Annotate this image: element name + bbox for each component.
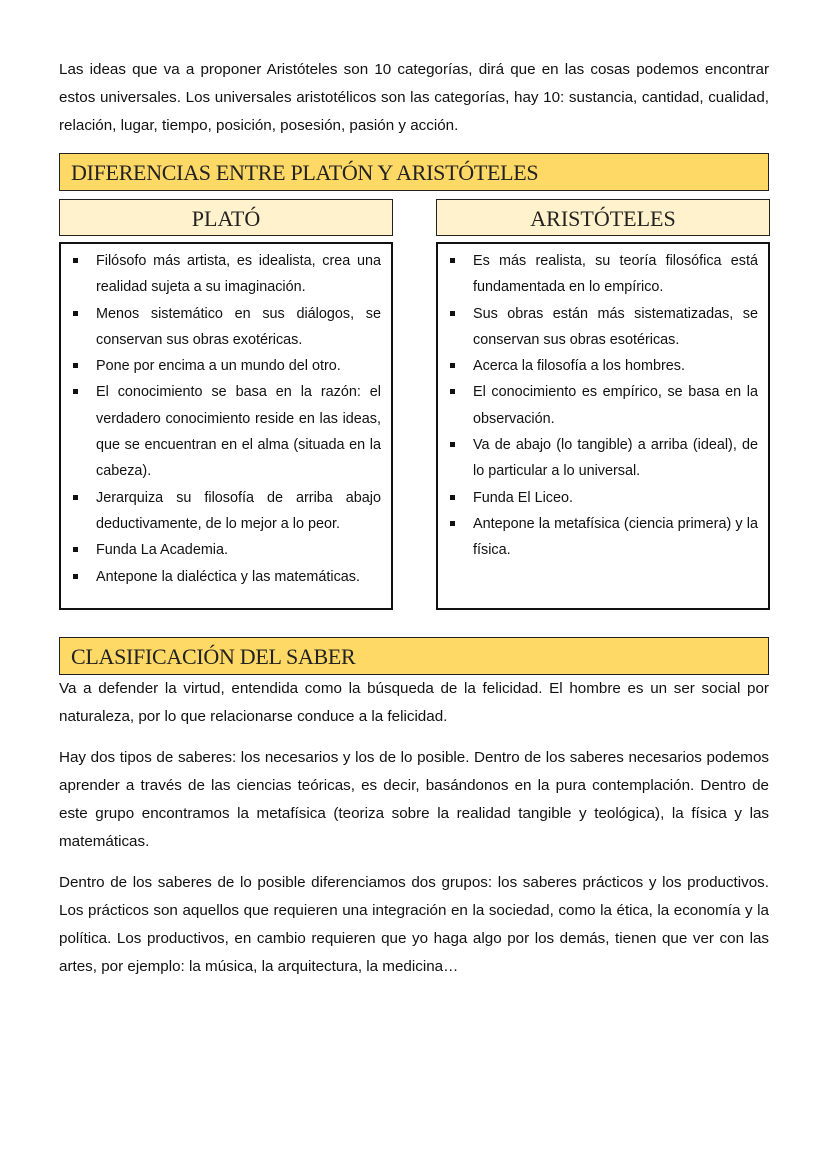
list-item: Acerca la filosofía a los hombres. [446, 353, 758, 379]
list-item: Funda El Liceo. [446, 485, 758, 511]
list-item: El conocimiento es empírico, se basa en la observación. [446, 379, 758, 432]
plato-column-header: PLATÓ [59, 199, 393, 236]
list-item: Va de abajo (lo tangible) a arriba (ideal), de lo particular a lo universal. [446, 432, 758, 485]
aristoteles-list-box [436, 242, 770, 610]
aristoteles-column-header: ARISTÓTELES [436, 199, 770, 236]
aristoteles-column [436, 199, 770, 610]
body-paragraph: Va a defender la virtud, entendida como la búsqueda de la felicidad. El hombre es un ser social por naturaleza, por lo que relacionarse conduce a la felicidad. [59, 680, 769, 725]
comparison-columns [59, 199, 769, 611]
bullet-icon [450, 258, 455, 263]
list-item: Es más realista, su teoría filosófica está fundamentada en lo empírico. [446, 248, 758, 301]
bullet-icon [450, 495, 455, 500]
bullet-icon [73, 258, 78, 263]
aristoteles-list [446, 248, 758, 564]
section-heading-differences: DIFERENCIAS ENTRE PLATÓN Y ARISTÓTELES [59, 153, 769, 191]
document-page [59, 56, 769, 981]
bullet-icon [73, 495, 78, 500]
body-paragraph: Hay dos tipos de saberes: los necesarios y los de lo posible. Dentro de los saberes necesarios podemos aprender a través de las ciencias teóricas, es decir, basándonos en la pura contemplación. Dentro de este grupo encontramos la metafísica (teoriza sobre la realidad tangible y teológica), la física y las matemáticas. [59, 749, 769, 850]
intro-paragraph: Las ideas que va a proponer Aristóteles son 10 categorías, dirá que en las cosas podemos encontrar estos universales. Los universales aristotélicos son las categorías, hay 10: sustancia, cantidad, cualidad, relación, lugar, tiempo, posición, posesión, pasión y acción. [59, 61, 769, 134]
list-item: El conocimiento se basa en la razón: el verdadero conocimiento reside en las ideas, que se encuentran en el alma (situada en la cabeza). [69, 379, 381, 484]
bullet-icon [73, 547, 78, 552]
list-item: Funda La Academia. [69, 537, 381, 563]
bullet-icon [450, 521, 455, 526]
list-item: Filósofo más artista, es idealista, crea una realidad sujeta a su imaginación. [69, 248, 381, 301]
bullet-icon [450, 442, 455, 447]
body-paragraph: Dentro de los saberes de lo posible diferenciamos dos grupos: los saberes prácticos y los productivos. Los prácticos son aquellos que requieren una integración en la sociedad, como la ética, la economía y la política. Los productivos, en cambio requieren que yo haga algo por los demás, tienen que ver con las artes, por ejemplo: la música, la arquitectura, la medicina… [59, 874, 769, 975]
bullet-icon [73, 311, 78, 316]
list-item: Antepone la metafísica (ciencia primera) y la física. [446, 511, 758, 564]
bullet-icon [450, 311, 455, 316]
section-heading-classification: CLASIFICACIÓN DEL SABER [59, 637, 769, 675]
bullet-icon [450, 389, 455, 394]
list-item: Antepone la dialéctica y las matemáticas. [69, 564, 381, 590]
bullet-icon [450, 363, 455, 368]
bullet-icon [73, 574, 78, 579]
bullet-icon [73, 363, 78, 368]
plato-list [69, 248, 381, 590]
list-item: Menos sistemático en sus diálogos, se conservan sus obras exotéricas. [69, 301, 381, 354]
list-item: Pone por encima a un mundo del otro. [69, 353, 381, 379]
bullet-icon [73, 389, 78, 394]
plato-column [59, 199, 393, 610]
list-item: Jerarquiza su filosofía de arriba abajo deductivamente, de lo mejor a lo peor. [69, 485, 381, 538]
list-item: Sus obras están más sistematizadas, se conservan sus obras esotéricas. [446, 301, 758, 354]
plato-list-box [59, 242, 393, 610]
